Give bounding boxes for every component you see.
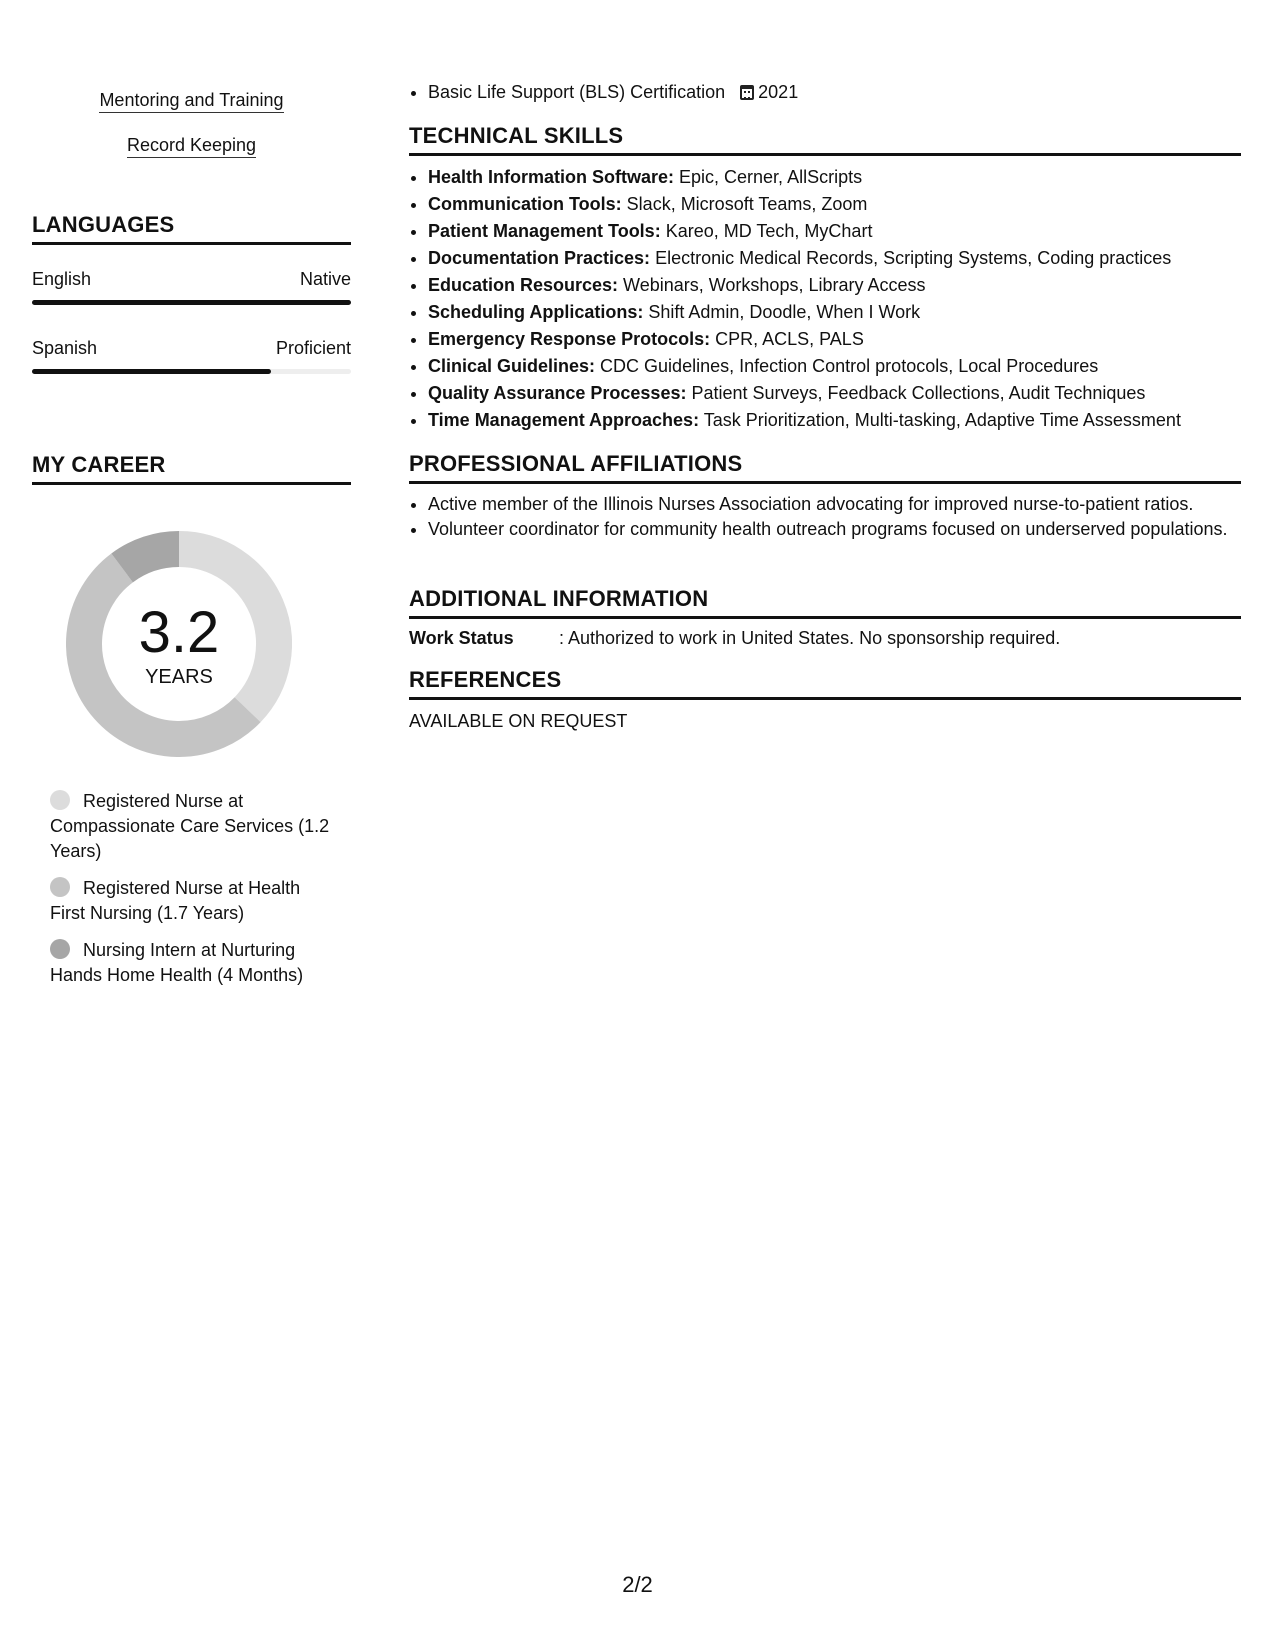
section-title: MY CAREER xyxy=(32,452,351,485)
page-number: 2/2 xyxy=(622,1572,653,1597)
certification-name: Basic Life Support (BLS) Certification xyxy=(428,82,726,102)
references-text: AVAILABLE ON REQUEST xyxy=(409,711,628,731)
language-name: Spanish xyxy=(32,338,98,358)
list-item xyxy=(428,326,1241,353)
languages-section xyxy=(32,212,351,245)
affiliations-list xyxy=(409,492,1241,542)
list-item: • Active member of the Illinois Nurses Association advocating for improved nurse-to-patient ratios. xyxy=(428,492,1241,517)
skill-values: Patient Surveys, Feedback Collections, Audit Techniques xyxy=(686,383,1146,403)
skill-category: Time Management Approaches: xyxy=(428,410,700,430)
language-proficiency-fill xyxy=(32,369,271,374)
certification-year: 2021 xyxy=(758,82,799,102)
skill-values: Kareo, MD Tech, MyChart xyxy=(660,221,873,241)
section-title: REFERENCES xyxy=(409,667,1241,700)
language-name: English xyxy=(32,269,92,289)
legend-label: Registered Nurse at Health First Nursing (1.7 Years) xyxy=(50,878,301,923)
skill-values: CPR, ACLS, PALS xyxy=(710,329,864,349)
career-legend xyxy=(50,789,330,1000)
technical-skills-list xyxy=(409,164,1241,434)
language-proficiency-fill xyxy=(32,300,351,305)
list-item xyxy=(428,299,1241,326)
list-item xyxy=(428,353,1241,380)
skill-category: Scheduling Applications: xyxy=(428,302,644,322)
list-item xyxy=(428,380,1241,407)
language-item xyxy=(32,337,351,374)
legend-dot xyxy=(50,939,70,959)
section-title: PROFESSIONAL AFFILIATIONS xyxy=(409,451,1241,484)
career-total-value: 3.2 xyxy=(138,600,220,665)
work-status-row xyxy=(409,627,1241,649)
skill-values: CDC Guidelines, Infection Control protocols, Local Procedures xyxy=(595,356,1099,376)
skill-tag-label: Mentoring and Training xyxy=(99,90,283,113)
language-proficiency-bar xyxy=(32,369,351,374)
certification-list xyxy=(409,79,1241,106)
list-item: • Volunteer coordinator for community health outreach programs focused on underserved populations. xyxy=(428,517,1241,542)
section-title: TECHNICAL SKILLS xyxy=(409,123,1241,156)
career-section xyxy=(32,452,351,485)
skill-values: Electronic Medical Records, Scripting Systems, Coding practices xyxy=(650,248,1172,268)
affiliations-section xyxy=(409,451,1241,542)
skill-values: Shift Admin, Doodle, When I Work xyxy=(643,302,921,322)
work-status-value: : Authorized to work in United States. No sponsorship required. xyxy=(559,628,1061,648)
list-item xyxy=(428,191,1241,218)
skill-category: Education Resources: xyxy=(428,275,619,295)
additional-info-section xyxy=(409,586,1241,649)
language-item xyxy=(32,268,351,305)
language-proficiency-bar xyxy=(32,300,351,305)
list-item xyxy=(428,272,1241,299)
skill-values: Slack, Microsoft Teams, Zoom xyxy=(621,194,868,214)
legend-dot xyxy=(50,877,70,897)
section-title: LANGUAGES xyxy=(32,212,351,245)
legend-dot xyxy=(50,790,70,810)
list-item xyxy=(428,79,1241,106)
skill-category: Emergency Response Protocols: xyxy=(428,329,711,349)
skill-values: Epic, Cerner, AllScripts xyxy=(674,167,863,187)
skill-values: Webinars, Workshops, Library Access xyxy=(618,275,926,295)
references-section xyxy=(409,667,1241,732)
skill-category: Quality Assurance Processes: xyxy=(428,383,687,403)
skill-tag-label: Record Keeping xyxy=(127,135,256,158)
legend-item xyxy=(50,938,330,988)
legend-item xyxy=(50,789,330,864)
work-status-label: Work Status xyxy=(409,628,514,648)
skill-values: Task Prioritization, Multi-tasking, Adaptive Time Assessment xyxy=(699,410,1181,430)
legend-label: Nursing Intern at Nurturing Hands Home Health (4 Months) xyxy=(50,940,304,985)
language-level: Proficient xyxy=(275,338,351,358)
career-donut-chart xyxy=(66,531,292,757)
skill-category: Health Information Software: xyxy=(428,167,675,187)
legend-item xyxy=(50,876,330,926)
list-item xyxy=(428,407,1241,434)
section-title: ADDITIONAL INFORMATION xyxy=(409,586,1241,619)
certification-section xyxy=(409,79,1241,106)
list-item xyxy=(428,245,1241,272)
calendar-icon xyxy=(740,85,754,100)
list-item xyxy=(428,218,1241,245)
skill-category: Clinical Guidelines: xyxy=(428,356,596,376)
legend-label: Registered Nurse at Compassionate Care Services (1.2 Years) xyxy=(50,791,330,861)
language-level: Native xyxy=(299,269,351,289)
list-item xyxy=(428,164,1241,191)
career-total-unit: YEARS xyxy=(145,666,213,688)
skill-tag xyxy=(32,134,351,156)
skill-category: Communication Tools: xyxy=(428,194,622,214)
technical-skills-section xyxy=(409,123,1241,434)
skill-tag xyxy=(32,89,351,111)
skill-category: Documentation Practices: xyxy=(428,248,651,268)
skill-category: Patient Management Tools: xyxy=(428,221,661,241)
